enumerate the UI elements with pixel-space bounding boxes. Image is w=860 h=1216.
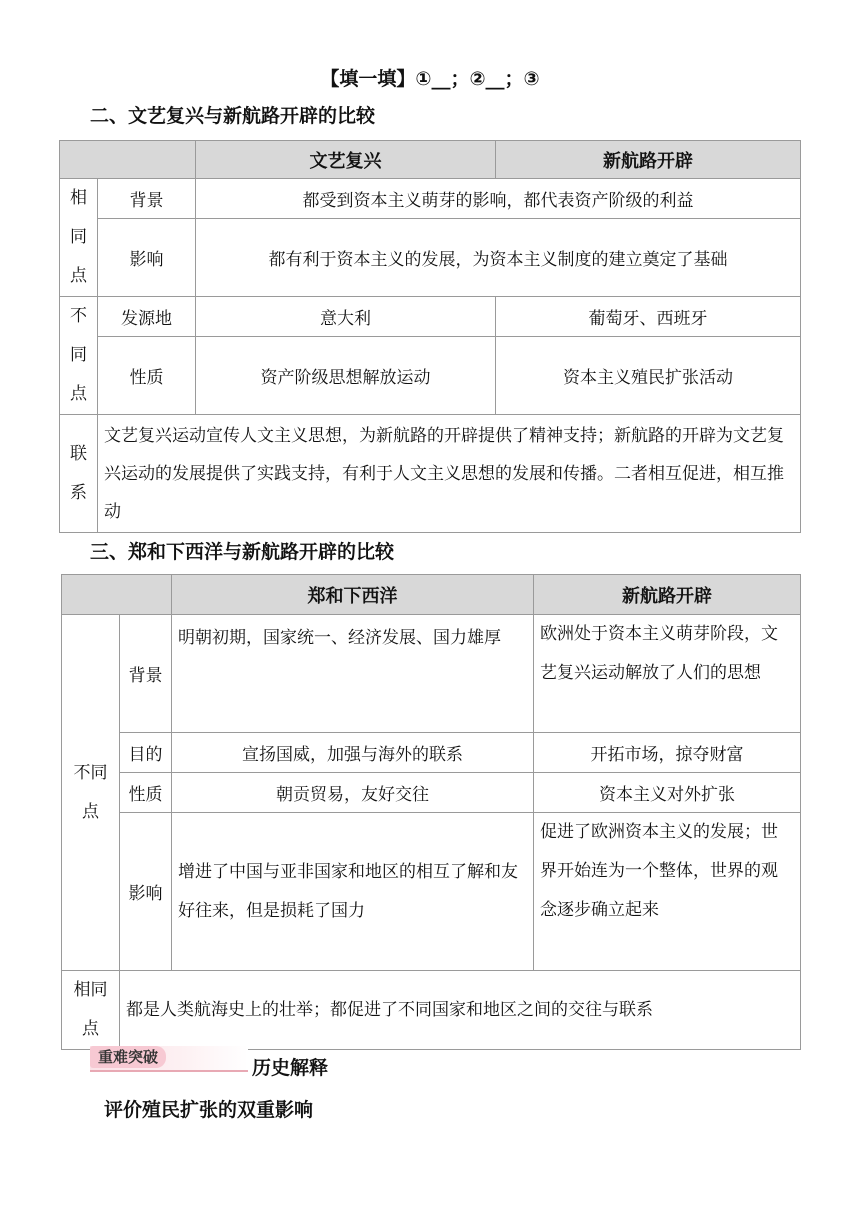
cell-nature-new-routes: 资本主义殖民扩张活动 <box>496 337 801 415</box>
row-label-origin: 发源地 <box>98 297 196 337</box>
cell2-background-new-routes: 欧洲处于资本主义萌芽阶段，文艺复兴运动解放了人们的思想 <box>534 615 801 733</box>
row-label-link: 联系 <box>60 415 98 533</box>
cell-same-background: 都受到资本主义萌芽的影响，都代表资产阶级的利益 <box>196 179 801 219</box>
row-group-label-diff2: 不同点 <box>62 615 120 971</box>
comparison-table-renaissance <box>59 140 801 533</box>
cell-origin-new-routes: 葡萄牙、西班牙 <box>496 297 801 337</box>
cell-origin-renaissance: 意大利 <box>196 297 496 337</box>
row2-label-impact: 影响 <box>120 813 172 971</box>
table-header-blank <box>60 141 196 179</box>
cell2-purpose-new-routes: 开拓市场，掠夺财富 <box>534 733 801 773</box>
cell2-nature-zhenghe: 朝贡贸易，友好交往 <box>172 773 534 813</box>
fill-in-blank-line: 【填一填】①__；②__；③ <box>320 68 540 90</box>
row-label-nature: 性质 <box>98 337 196 415</box>
badge-label: 重难突破 <box>90 1046 166 1068</box>
row2-label-background: 背景 <box>120 615 172 733</box>
cell2-impact-new-routes: 促进了欧洲资本主义的发展；世界开始连为一个整体，世界的观念逐步确立起来 <box>534 813 801 971</box>
cell2-nature-new-routes: 资本主义对外扩张 <box>534 773 801 813</box>
row-group-label-same: 相同点 <box>60 179 98 297</box>
row-label-background: 背景 <box>98 179 196 219</box>
bottom-title: 评价殖民扩张的双重影响 <box>104 1099 314 1121</box>
cell2-purpose-zhenghe: 宣扬国威，加强与海外的联系 <box>172 733 534 773</box>
row2-label-nature: 性质 <box>120 773 172 813</box>
table-header-new-routes: 新航路开辟 <box>496 141 801 179</box>
cell-same-impact: 都有利于资本主义的发展，为资本主义制度的建立奠定了基础 <box>196 219 801 297</box>
table-header-renaissance: 文艺复兴 <box>196 141 496 179</box>
section3-title: 三、郑和下西洋与新航路开辟的比较 <box>90 541 395 563</box>
cell2-same-text: 都是人类航海史上的壮举；都促进了不同国家和地区之间的交往与联系 <box>120 971 801 1050</box>
row2-label-purpose: 目的 <box>120 733 172 773</box>
table2-header-blank <box>62 575 172 615</box>
key-difficulty-badge <box>90 1046 248 1072</box>
badge-caption: 历史解释 <box>252 1057 329 1079</box>
row-label-impact: 影响 <box>98 219 196 297</box>
cell2-impact-zhenghe: 增进了中国与亚非国家和地区的相互了解和友好往来，但是损耗了国力 <box>172 813 534 971</box>
table2-header-zhenghe: 郑和下西洋 <box>172 575 534 615</box>
cell-link-text: 文艺复兴运动宣传人文主义思想，为新航路的开辟提供了精神支持；新航路的开辟为文艺复兴运动的发展提供了实践支持，有利于人文主义思想的发展和传播。二者相互促进，相互推动 <box>98 415 801 533</box>
comparison-table-zhenghe <box>61 574 801 1050</box>
section2-title: 二、文艺复兴与新航路开辟的比较 <box>90 105 376 127</box>
cell-nature-renaissance: 资产阶级思想解放运动 <box>196 337 496 415</box>
row-group-label-diff: 不同点 <box>60 297 98 415</box>
row-group-label-same2: 相同点 <box>62 971 120 1050</box>
table2-header-new-routes: 新航路开辟 <box>534 575 801 615</box>
cell2-background-zhenghe: 明朝初期，国家统一、经济发展、国力雄厚 <box>172 615 534 733</box>
